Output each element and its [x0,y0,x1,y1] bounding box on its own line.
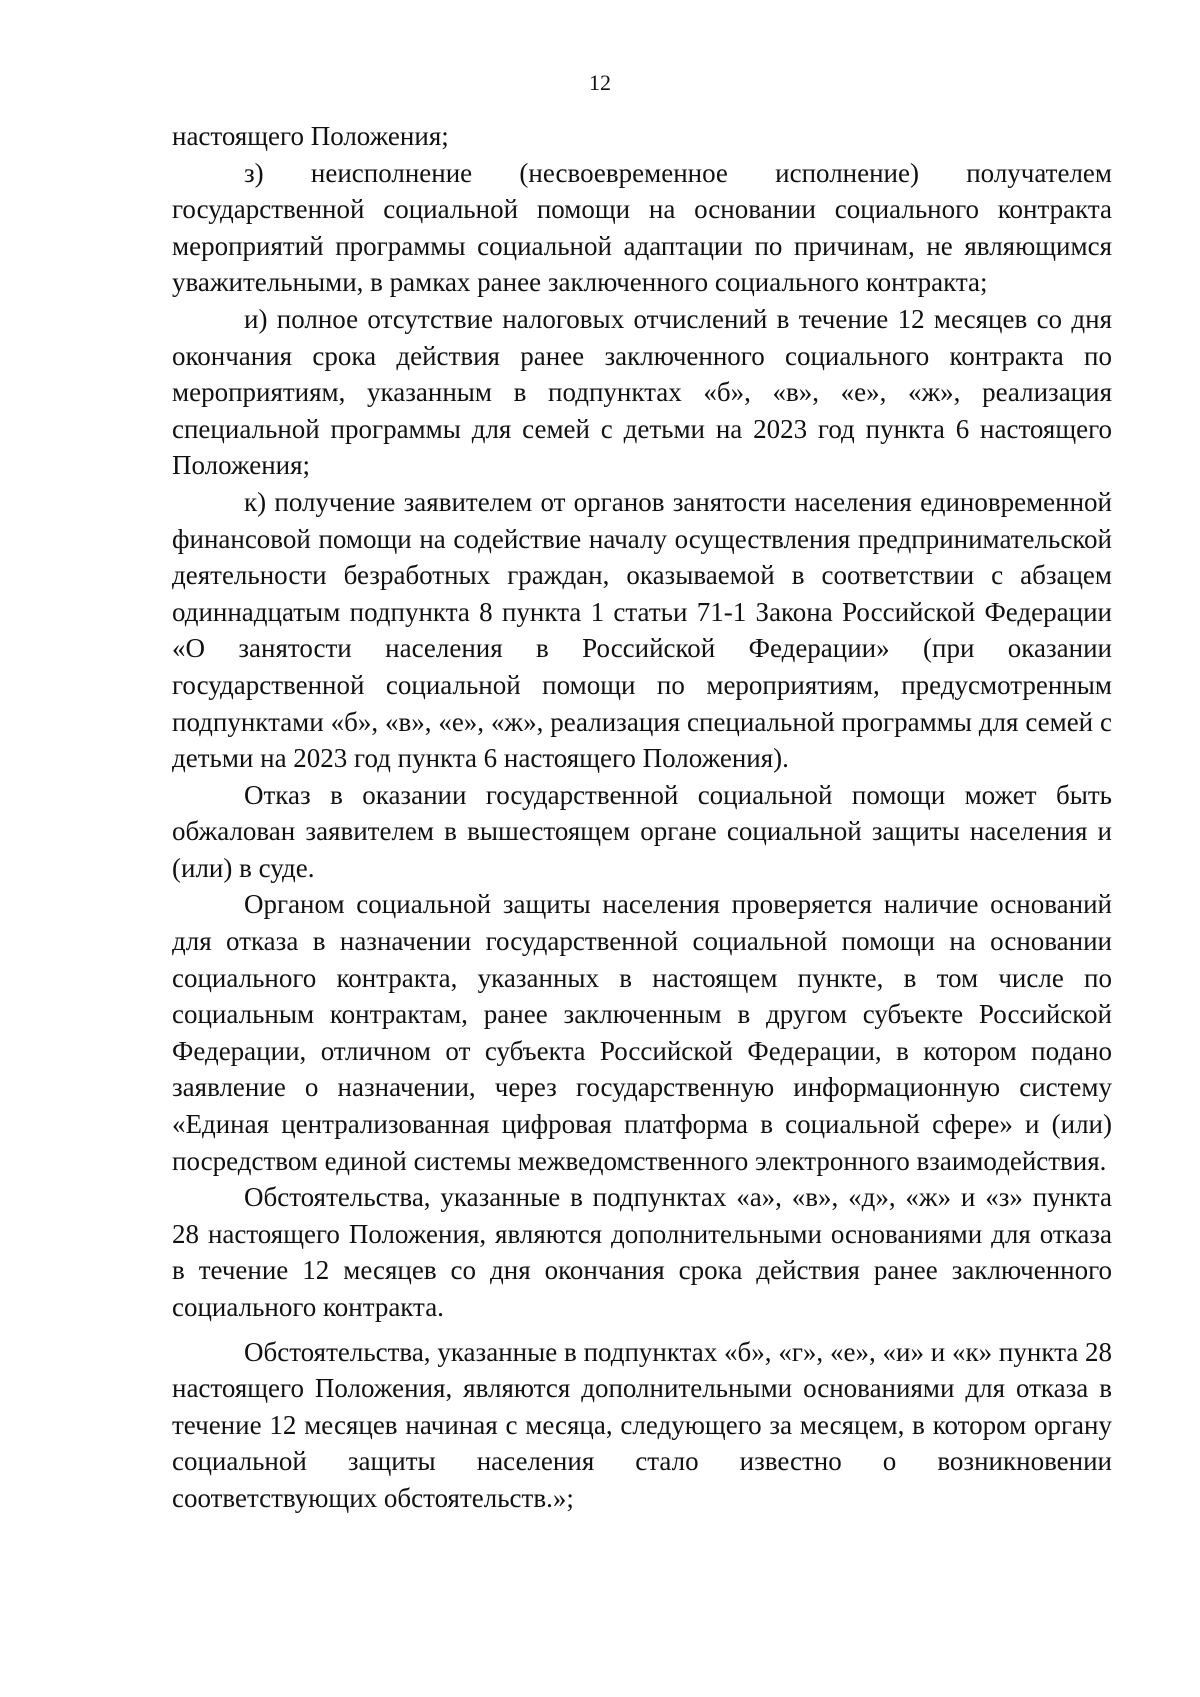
paragraph-item-z: з) неисполнение (несвоевременное исполнение) получателем государственной социальной помощи на основании социального контракта мероприятий программы социальной адаптации по причинам, не являющимся уважительными, в рамках ранее заключенного социального контракта; [172,157,1112,298]
paragraph-item-i: и) полное отсутствие налоговых отчислений в течение 12 месяцев со дня окончания срока действия ранее заключенного социального контракта по мероприятиям, указанным в подпунктах «б», «в», «е», «ж», реализация специальной программы для семей с детьми на 2023 год пункта 6 настоящего Положения; [172,303,1112,481]
paragraph-continuation: настоящего Положения; [172,121,449,151]
paragraph-appeal: Отказ в оказании государственной социальной помощи может быть обжалован заявителем в вышестоящем органе социальной защиты населения и (или) в суде. [172,779,1112,883]
paragraph-grounds-2: Обстоятельства, указанные в подпунктах «б», «г», «е», «и» и «к» пункта 28 настоящего Положения, являются дополнительными основаниями для отказа в течение 12 месяцев начиная с месяца, следующего за месяцем, в котором органу социальной защиты населения стало известно о возникновении соответствующих обстоятельств.»; [172,1336,1112,1513]
document-body [172,118,1112,1517]
paragraph-grounds-1: Обстоятельства, указанные в подпунктах «а», «в», «д», «ж» и «з» пункта 28 настоящего Положения, являются дополнительными основаниями для отказа в течение 12 месяцев со дня окончания срока действия ранее заключенного социального контракта. [172,1182,1112,1322]
paragraph-item-k: к) получение заявителем от органов занятости населения единовременной финансовой помощи на содействие началу осуществления предпринимательской деятельности безработных граждан, оказываемой в соответствии с абзацем одиннадцатым подпункта 8 пункта 1 статьи 71-1 Закона Российской Федерации «О занятости населения в Российской Федерации» (при оказании государственной социальной помощи по мероприятиям, предусмотренным подпунктами «б», «в», «е», «ж», реализация специальной программы для семей с детьми на 2023 год пункта 6 настоящего Положения). [172,486,1112,774]
paragraph-verification: Органом социальной защиты населения проверяется наличие оснований для отказа в назначении государственной социальной помощи на основании социального контракта, указанных в настоящем пункте, в том числе по социальным контрактам, ранее заключенным в другом субъекте Российской Федерации, отличном от субъекта Российской Федерации, в котором подано заявление о назначении, через государственную информационную систему «Единая централизованная цифровая платформа в социальной сфере» и (или) посредством единой системы межведомственного электронного взаимодействия. [172,889,1112,1176]
page-number: 12 [589,70,611,95]
